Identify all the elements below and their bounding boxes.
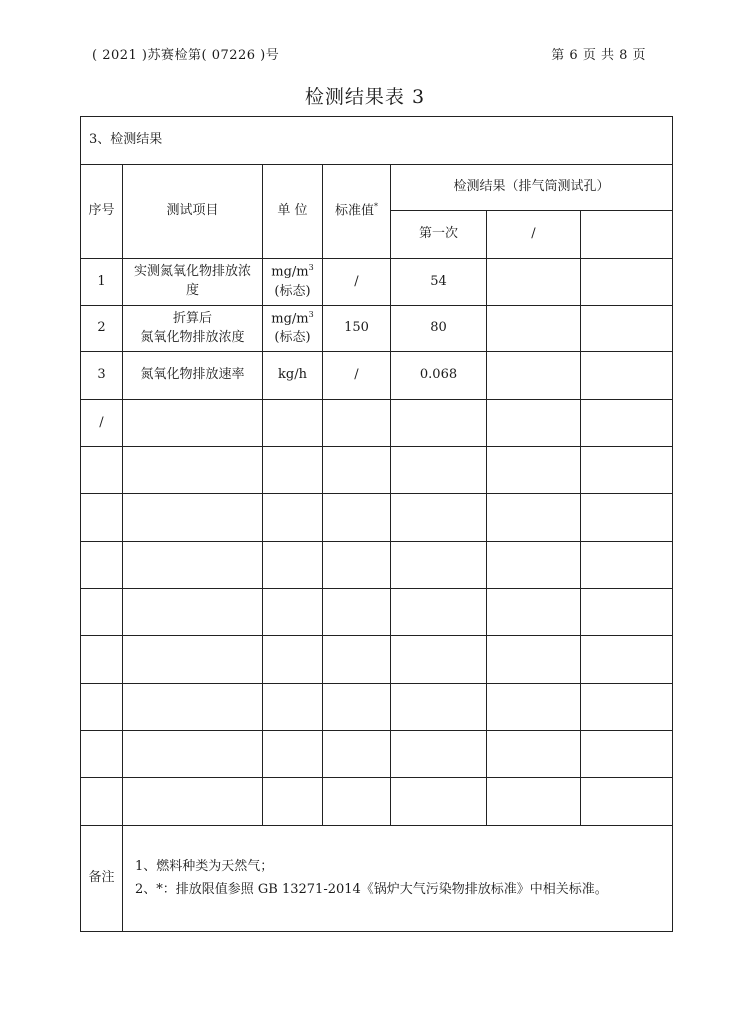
unit-sup: 3	[308, 309, 314, 319]
table-row	[81, 352, 673, 400]
col-header-result-group: 检测结果（排气筒测试孔）	[391, 165, 673, 211]
cell-result-2	[487, 352, 581, 400]
cell-standard: 150	[323, 306, 391, 352]
unit-note: (标态)	[274, 330, 311, 346]
page-title: 检测结果表 3	[304, 86, 426, 108]
empty-row	[81, 494, 673, 542]
cell-item: 实测氮氧化物排放浓度	[123, 259, 263, 306]
empty-row	[81, 447, 673, 494]
empty-row	[81, 684, 673, 731]
col-header-first: 第一次	[391, 211, 487, 259]
item-line-2: 氮氧化物排放浓度	[140, 329, 245, 345]
table-row	[81, 259, 673, 306]
item-line-1: 折算后	[172, 310, 212, 326]
empty-row	[81, 589, 673, 636]
cell-result-2	[487, 400, 581, 447]
cell-standard: /	[323, 352, 391, 400]
col-header-item: 测试项目	[123, 165, 263, 259]
cell-result-1: 0.068	[391, 352, 487, 400]
cell-item	[123, 400, 263, 447]
empty-row	[81, 778, 673, 826]
cell-unit	[263, 259, 323, 306]
standard-asterisk: *	[374, 202, 378, 212]
unit-note: (标态)	[274, 283, 311, 299]
results-table	[80, 116, 673, 932]
cell-seq: 1	[81, 259, 123, 306]
cell-result-2	[487, 259, 581, 306]
col-header-second: /	[487, 211, 581, 259]
cell-result-3	[581, 352, 673, 400]
empty-row	[81, 636, 673, 684]
unit-main: mg/m	[271, 264, 309, 280]
table-row	[81, 400, 673, 447]
cell-result-1: 54	[391, 259, 487, 306]
note-line-2: 2、*：排放限值参照 GB 13271-2014《锅炉大气污染物排放标准》中相关标准。	[135, 881, 608, 897]
notes-content	[123, 826, 673, 932]
report-number: ( 2021 )苏赛检第( 07226 )号	[92, 48, 280, 63]
cell-standard: /	[323, 259, 391, 306]
cell-unit	[263, 306, 323, 352]
cell-seq: 3	[81, 352, 123, 400]
cell-standard	[323, 400, 391, 447]
cell-result-3	[581, 259, 673, 306]
empty-row	[81, 542, 673, 589]
cell-item	[123, 306, 263, 352]
cell-result-1	[391, 400, 487, 447]
col-header-unit: 单 位	[263, 165, 323, 259]
col-header-third	[581, 211, 673, 259]
section-heading-row	[81, 117, 673, 165]
cell-seq: /	[81, 400, 123, 447]
cell-seq: 2	[81, 306, 123, 352]
cell-result-3	[581, 306, 673, 352]
cell-result-1: 80	[391, 306, 487, 352]
unit-sup: 3	[308, 263, 314, 273]
col-header-standard	[323, 165, 391, 259]
section-heading: 3、检测结果	[81, 117, 673, 165]
col-header-seq: 序号	[81, 165, 123, 259]
unit-main: mg/m	[271, 311, 309, 327]
table-row	[81, 306, 673, 352]
cell-result-2	[487, 306, 581, 352]
cell-unit	[263, 400, 323, 447]
notes-label: 备注	[81, 826, 123, 932]
notes-row	[81, 826, 673, 932]
empty-row	[81, 731, 673, 778]
note-line-1: 1、燃料种类为天然气；	[135, 859, 274, 875]
header-row	[81, 165, 673, 211]
page-indicator: 第 6 页 共 8 页	[551, 48, 646, 63]
cell-unit: kg/h	[263, 352, 323, 400]
cell-item: 氮氧化物排放速率	[123, 352, 263, 400]
cell-result-3	[581, 400, 673, 447]
standard-label: 标准值	[334, 203, 374, 219]
